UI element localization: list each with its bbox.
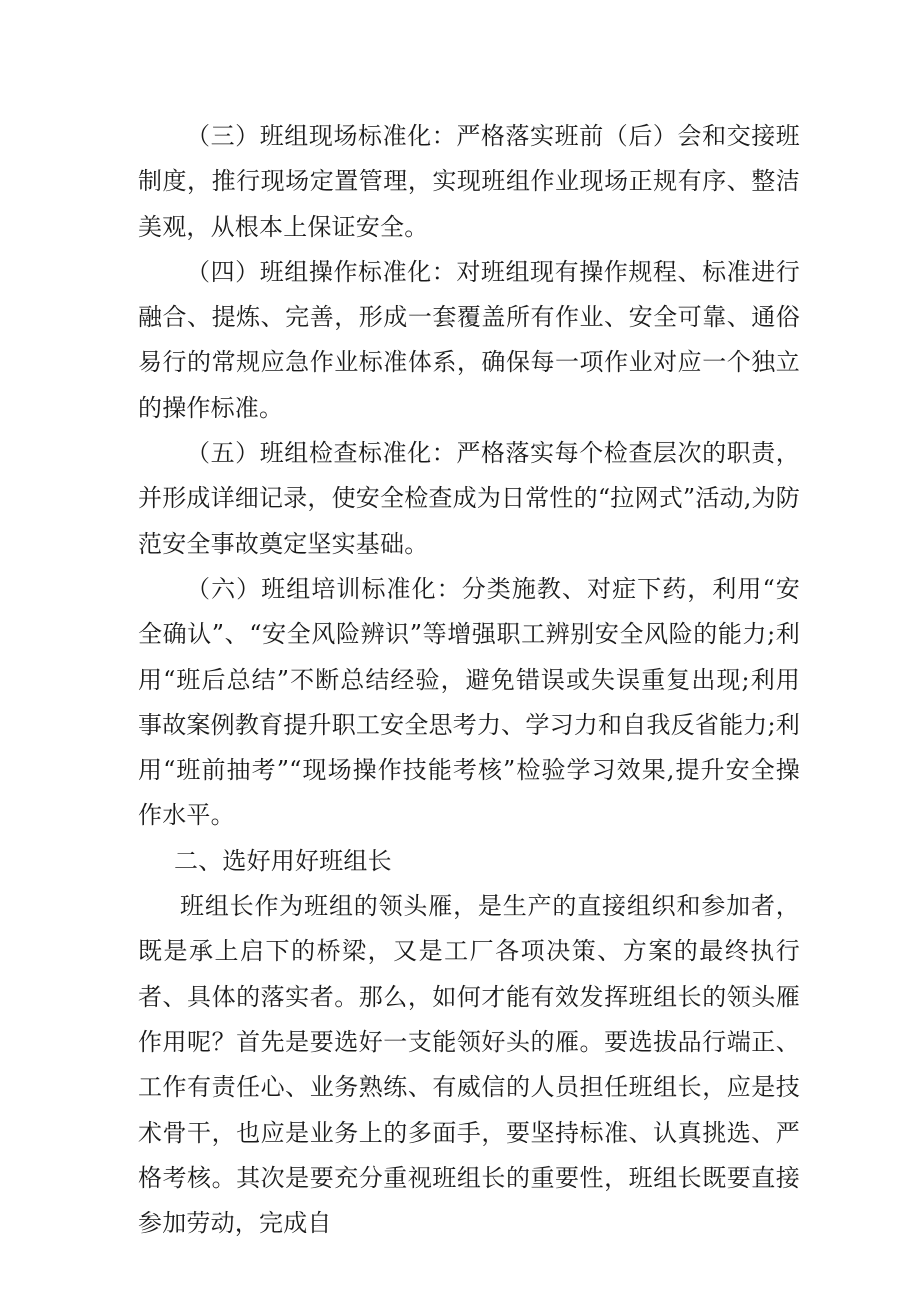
paragraph-section-3: （三）班组现场标准化：严格落实班前（后）会和交接班制度，推行现场定置管理，实现班组作业现场正规有序、整洁美观，从根本上保证安全。 (138, 122, 800, 241)
paragraph-section-5: （五）班组检查标准化：严格落实每个检查层次的职责，并形成详细记录，使安全检查成为日常性的“拉网式”活动,为防范安全事故奠定坚实基础。 (138, 439, 800, 558)
section-heading: 二、选好用好班组长 (174, 846, 392, 875)
document-page (138, 114, 800, 1246)
paragraph-team-leader: 班组长作为班组的领头雁，是生产的直接组织和参加者，既是承上启下的桥梁，又是工厂各项决策、方案的最终执行者、具体的落实者。那么，如何才能有效发挥班组长的领头雁作用呢？首先是要选好一支能领好头的雁。要选拔品行端正、工作有责任心、业务熟练、有威信的人员担任班组长，应是技术骨干，也应是业务上的多面手，要坚持标准、认真挑选、严格考核。其次是要充分重视班组长的重要性，班组长既要直接参加劳动，完成自 (138, 892, 800, 1238)
paragraph-section-6: （六）班组培训标准化：分类施教、对症下药，利用“安全确认”、“安全风险辨识”等增强职工辨别安全风险的能力;利用“班后总结”不断总结经验，避免错误或失误重复出现;利用事故案例教育提升职工安全思考力、学习力和自我反省能力;利用“班前抽考”“现场操作技能考核”检验学习效果,提升安全操作水平。 (138, 574, 800, 830)
paragraph-section-4: （四）班组操作标准化：对班组现有操作规程、标准进行融合、提炼、完善，形成一套覆盖所有作业、安全可靠、通俗易行的常规应急作业标准体系，确保每一项作业对应一个独立的操作标准。 (138, 257, 800, 422)
